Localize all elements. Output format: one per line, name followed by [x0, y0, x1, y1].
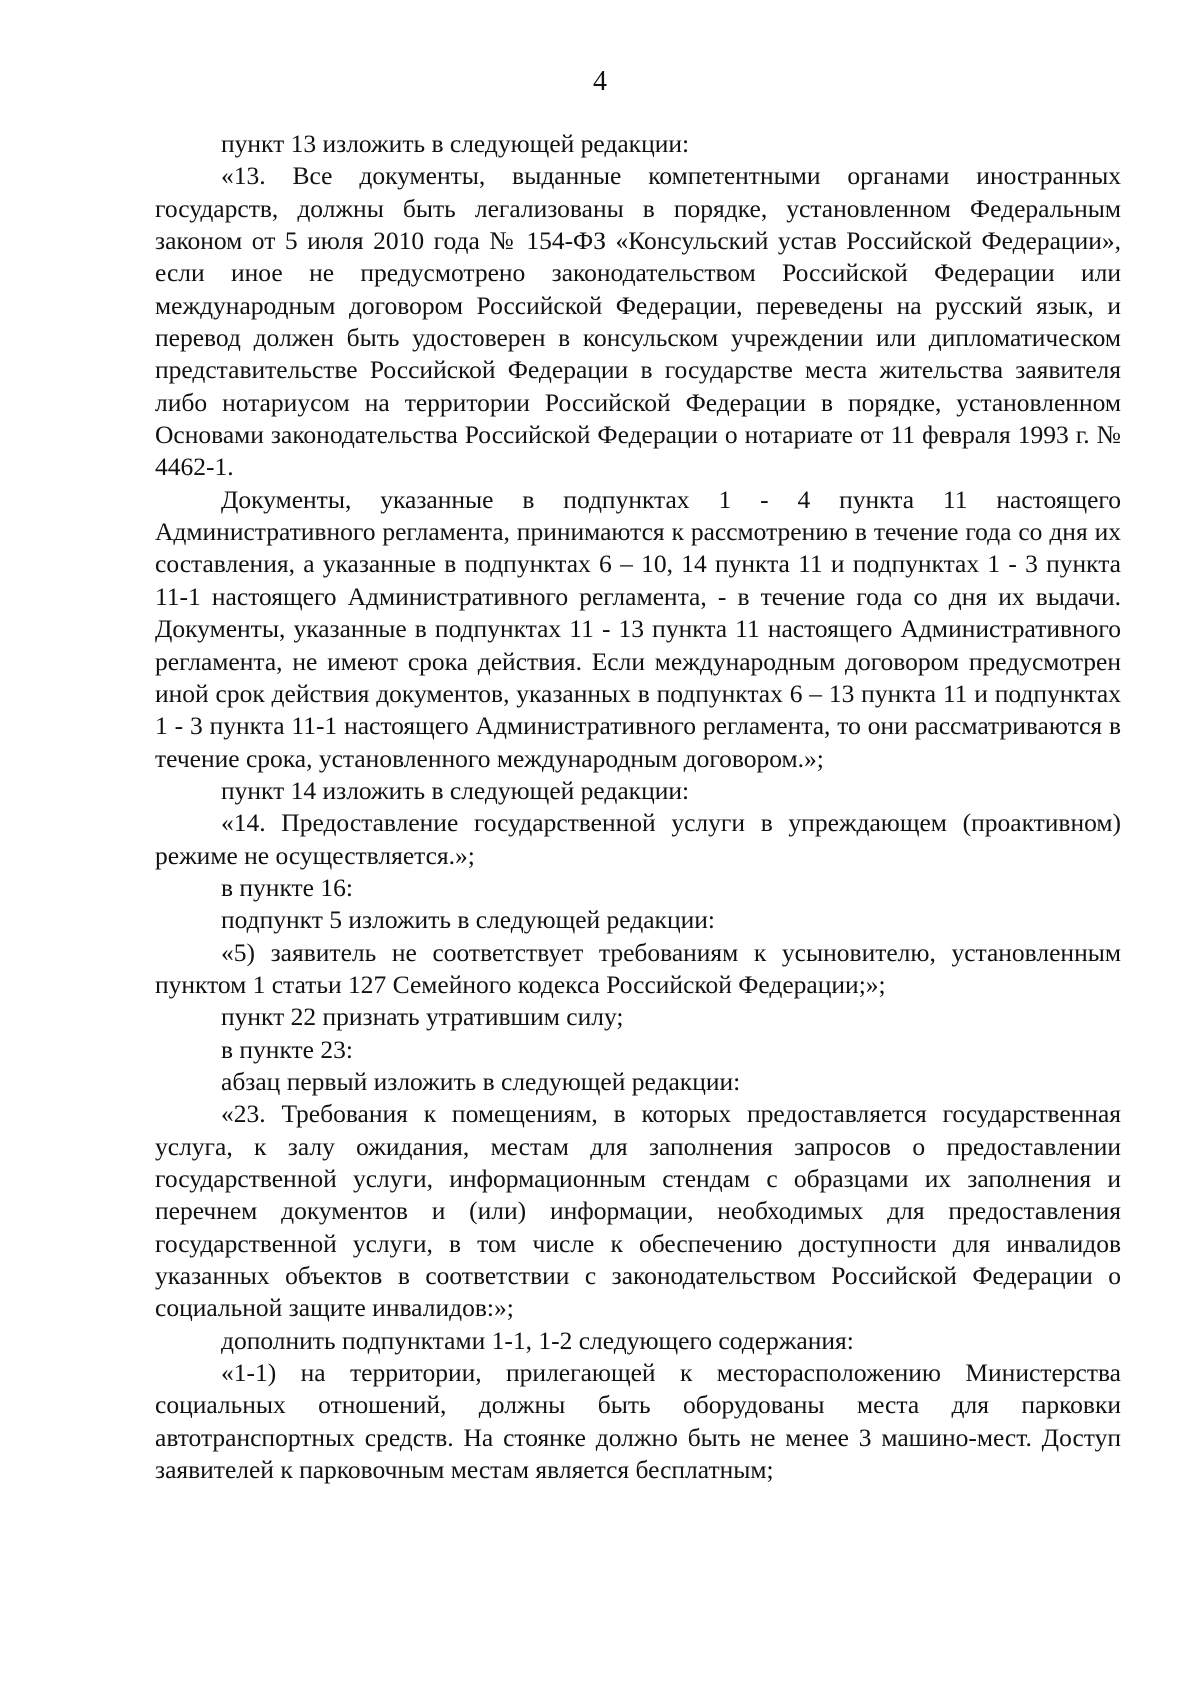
paragraph-item13-intro: пункт 13 изложить в следующей редакции: — [221, 129, 690, 158]
paragraph-item16-intro: в пункте 16: — [221, 872, 353, 902]
document-body — [155, 128, 1121, 1486]
paragraph-add-subitems: дополнить подпунктами 1-1, 1-2 следующего содержания: — [221, 1325, 854, 1355]
paragraph-item14-text: «14. Предоставление государственной услуги в упреждающем (проактивном) режиме не осуществляется.»; — [155, 808, 1121, 870]
paragraph-item23-text: «23. Требования к помещениям, в которых предоставляется государственная услуга, к залу ожидания, местам для заполнения запросов о предоставлении государственной услуги, информационным стендам с образцами их заполнения и перечнем документов и (или) информации, необходимых для предоставления государственной услуги, в том числе к обеспечению доступности для инвалидов указанных объектов в соответствии с законодательством Российской Федерации о социальной защите инвалидов:»; — [155, 1099, 1121, 1323]
page-number: 4 — [593, 66, 607, 97]
paragraph-item14-intro: пункт 14 изложить в следующей редакции: — [221, 775, 690, 805]
paragraph-item23-intro: в пункте 23: — [221, 1034, 353, 1064]
paragraph-documents-validity: Документы, указанные в подпунктах 1 - 4 пункта 11 настоящего Административного регламента, принимаются к рассмотрению в течение года со дня их составления, а указанные в подпунктах 6 – 10, 14 пункта 11 и подпунктах 1 - 3 пункта 11-1 настоящего Административного регламента, - в течение года со дня их выдачи. Документы, указанные в подпунктах 11 - 13 пункта 11 настоящего Административного регламента, не имеют срока действия. Если международным договором предусмотрен иной срок действия документов, указанных в подпунктах 6 – 13 пункта 11 и подпунктах 1 - 3 пункта 11-1 настоящего Административного регламента, то они рассматриваются в течение срока, установленного международным договором.»; — [155, 484, 1121, 773]
paragraph-item13-text: «13. Все документы, выданные компетентными органами иностранных государств, должны быть легализованы в порядке, установленном Федеральным законом от 5 июля 2010 года № 154-ФЗ «Консульский устав Российской Федерации», если иное не предусмотрено законодательством Российской Федерации или международным договором Российской Федерации, переведены на русский язык, и перевод должен быть удостоверен в консульском учреждении или дипломатическом представительстве Российской Федерации в государстве места жительства заявителя либо нотариусом на территории Российской Федерации в порядке, установленном Основами законодательства Российской Федерации о нотариате от 11 февраля 1993 г. № 4462-1. — [155, 161, 1121, 482]
paragraph-subitem5-intro: подпункт 5 изложить в следующей редакции: — [221, 905, 715, 935]
paragraph-subitem5-text: «5) заявитель не соответствует требованиям к усыновителю, установленным пунктом 1 статьи 127 Семейного кодекса Российской Федерации;»; — [155, 937, 1121, 999]
paragraph-subitem1-1-text: «1-1) на территории, прилегающей к месторасположению Министерства социальных отношений, должны быть оборудованы места для парковки автотранспортных средств. На стоянке должно быть не менее 3 машино-мест. Доступ заявителей к парковочным местам является бесплатным; — [155, 1358, 1121, 1485]
paragraph-item23-first-abzac: абзац первый изложить в следующей редакции: — [221, 1066, 741, 1096]
paragraph-item22-repeal: пункт 22 признать утратившим силу; — [221, 1002, 624, 1032]
